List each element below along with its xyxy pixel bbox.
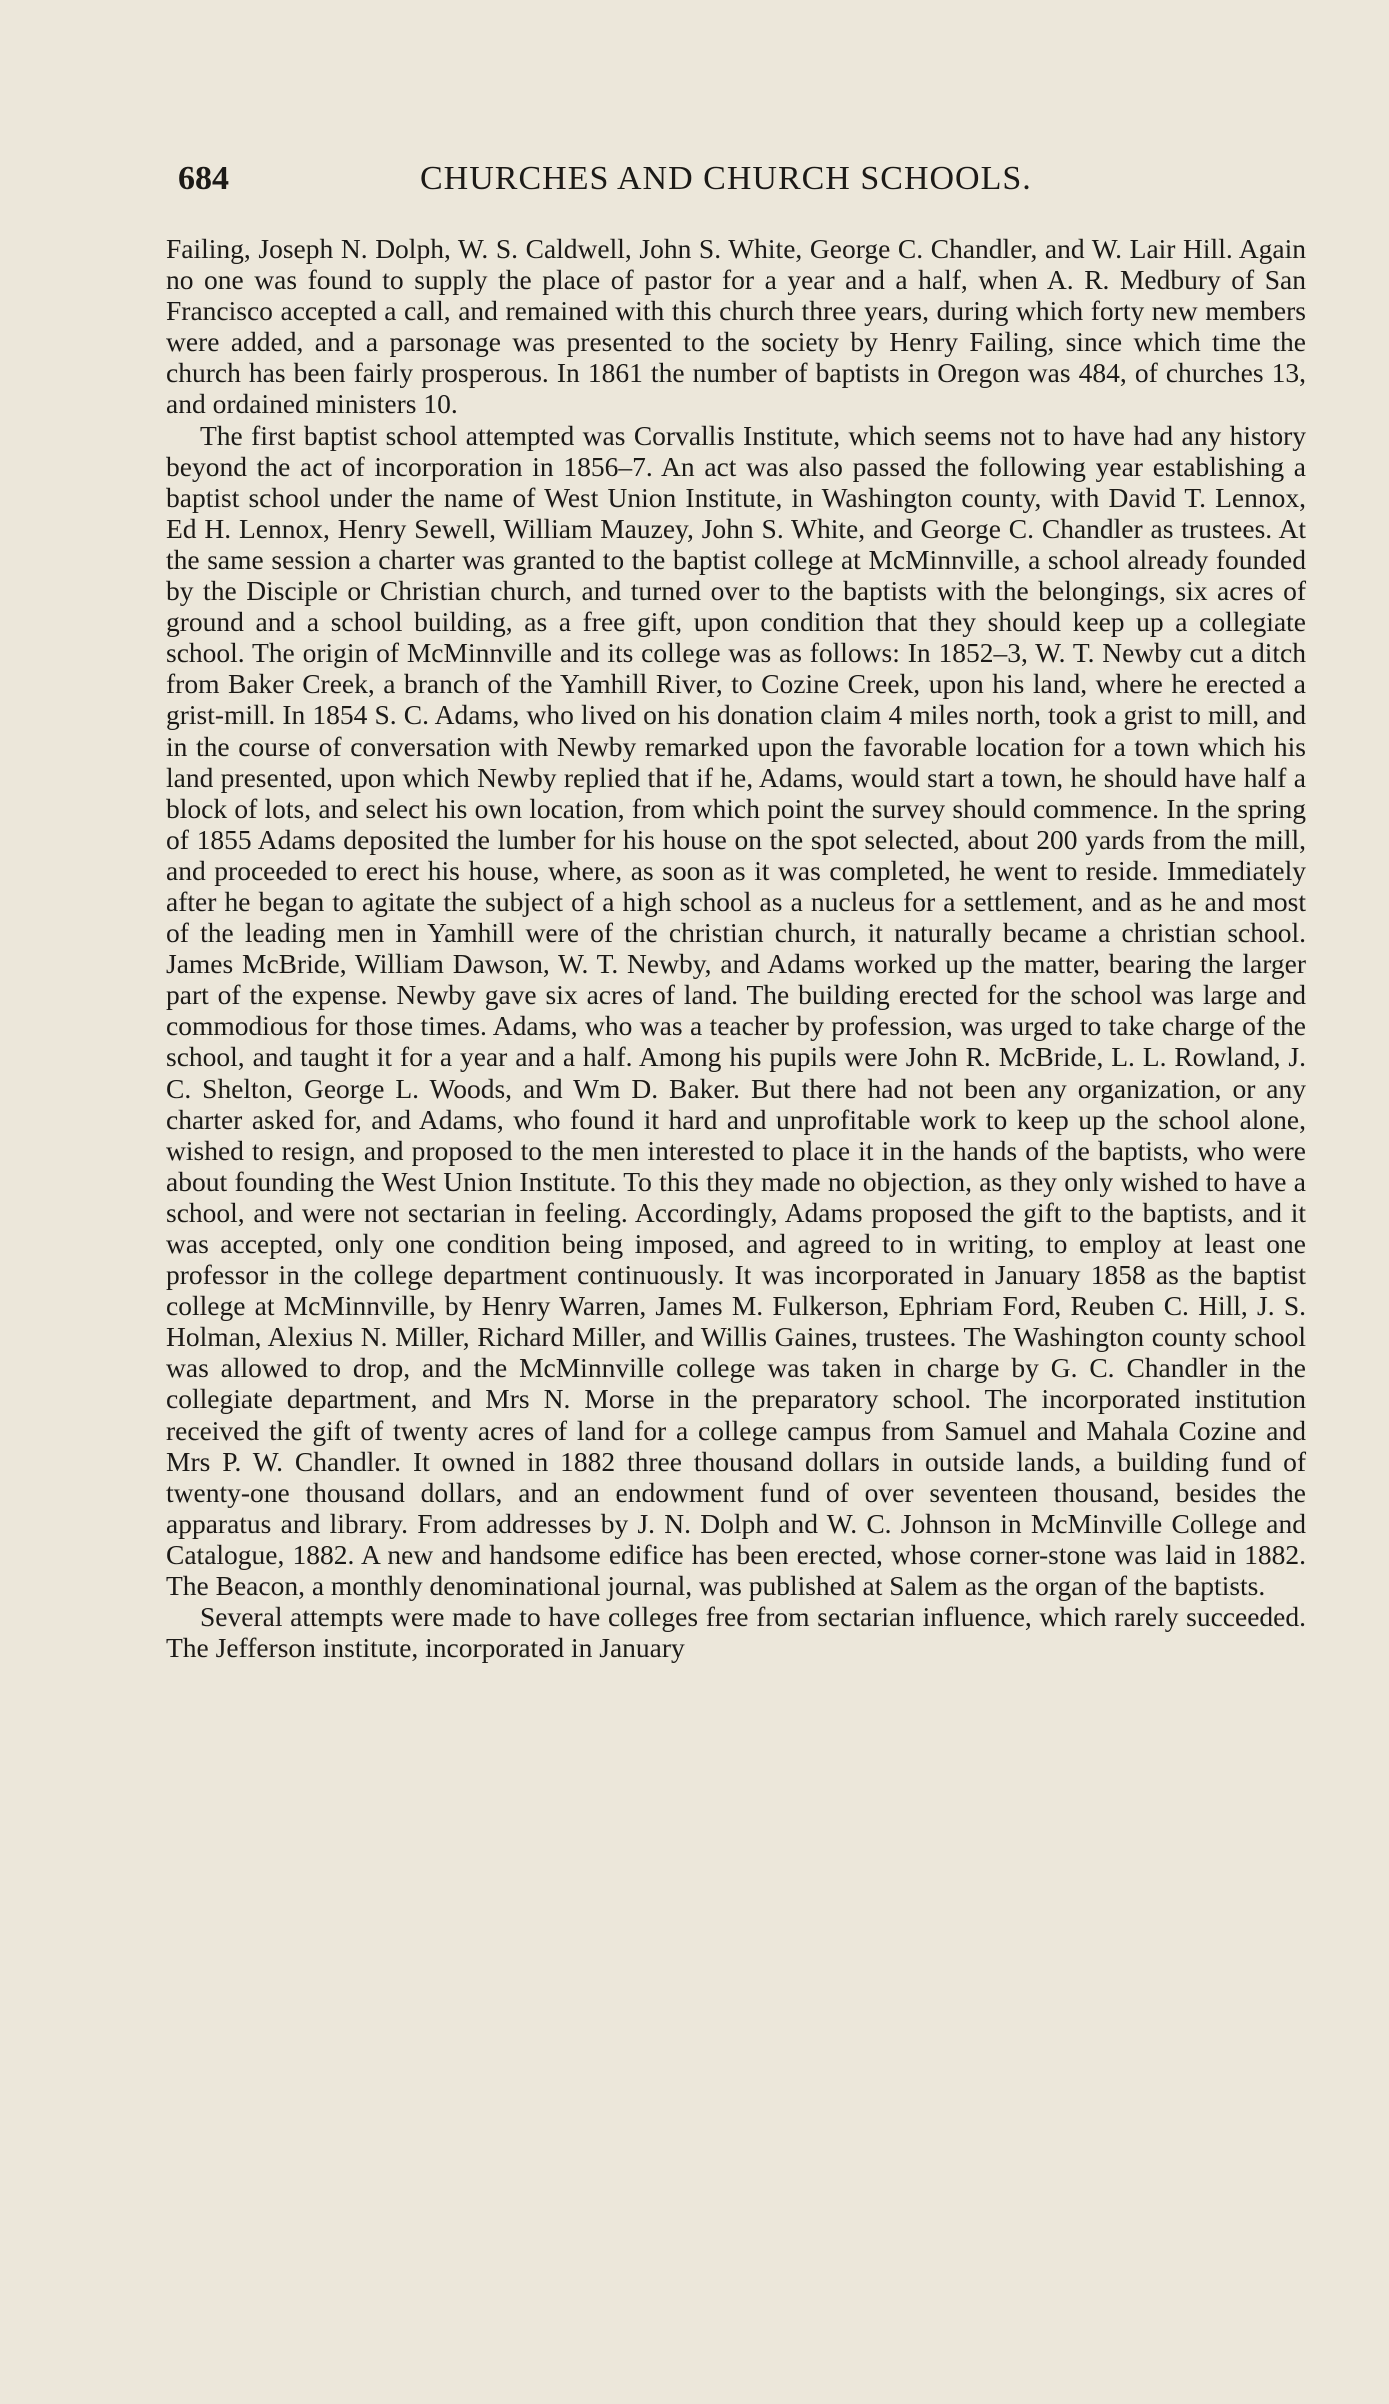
paragraph-baptist-schools: The first baptist school attempted was Corvallis Institute, which seems not to have had any history beyond the act of incorporation in 1856–7. An act was also passed the following year establishing a baptist school under the name of West Union Institute, in Washington county, with David T. Lennox, Ed H. Lennox, Henry Sewell, William Mauzey, John S. White, and George C. Chandler as trustees. At the same session a charter was granted to the baptist college at McMinnville, a school already founded by the Disciple or Christian church, and turned over to the baptists with the belongings, six acres of ground and a school building, as a free gift, upon condition that they should keep up a collegiate school. The origin of McMinnville and its college was as follows: In 1852–3, W. T. Newby cut a ditch from Baker Creek, a branch of the Yamhill River, to Cozine Creek, upon his land, where he erected a grist-mill. In 1854 S. C. Adams, who lived on his donation claim 4 miles north, took a grist to mill, and in the course of conversation with Newby remarked upon the favorable location for a town which his land presented, upon which Newby replied that if he, Adams, would start a town, he should have half a block of lots, and select his own location, from which point the survey should commence. In the spring of 1855 Adams deposited the lumber for his house on the spot selected, about 200 yards from the mill, and proceeded to erect his house, where, as soon as it was completed, he went to reside. Immediately after he began to agitate the subject of a high school as a nucleus for a settlement, and as he and most of the leading men in Yamhill were of the christian church, it naturally became a christian school. James McBride, William Dawson, W. T. Newby, and Adams worked up the matter, bearing the larger part of the expense. Newby gave six acres of land. The building erected for the school was large and commodious for those times. Adams, who was a teacher by profession, was urged to take charge of the school, and taught it for a year and a half. Among his pupils were John R. McBride, L. L. Rowland, J. C. Shelton, George L. Woods, and Wm D. Baker. But there had not been any organization, or any charter asked for, and Adams, who found it hard and unprofitable work to keep up the school alone, wished to resign, and proposed to the men interested to place it in the hands of the baptists, who were about founding the West Union Institute. To this they made no objection, as they only wished to have a school, and were not sectarian in feeling. Accordingly, Adams proposed the gift to the baptists, and it was accepted, only one condition being imposed, and agreed to in writing, to employ at least one professor in the college department continuously. It was incorporated in January 1858 as the baptist college at McMinnville, by Henry Warren, James M. Fulkerson, Ephriam Ford, Reuben C. Hill, J. S. Holman, Alexius N. Miller, Richard Miller, and Willis Gaines, trustees. The Washington county school was allowed to drop, and the McMinnville college was taken in charge by G. C. Chandler in the collegiate department, and Mrs N. Morse in the preparatory school. The incorporated institution received the gift of twenty acres of land for a college campus from Samuel and Mahala Cozine and Mrs P. W. Chandler. It owned in 1882 three thousand dollars in outside lands, a building fund of twenty-one thousand dollars, and an endowment fund of over seventeen thousand, besides the apparatus and library. From addresses by J. N. Dolph and W. C. Johnson in McMinville College and Catalogue, 1882. A new and handsome edifice has been erected, whose corner-stone was laid in 1882. The Beacon, a monthly denominational journal, was published at Salem as the organ of the baptists. xyxy=(166,419,1306,1602)
body-text xyxy=(166,233,1306,1663)
paragraph-continuation: Failing, Joseph N. Dolph, W. S. Caldwell, John S. White, George C. Chandler, and W. Lair Hill. Again no one was found to supply the place of pastor for a year and a half, when A. R. Medbury of San Francisco accepted a call, and remained with this church three years, during which forty new members were added, and a parsonage was presented to the society by Henry Failing, since which time the church has been fairly prosperous. In 1861 the number of baptists in Oregon was 484, of churches 13, and ordained ministers 10. xyxy=(166,233,1306,420)
running-title: CHURCHES AND CHURCH SCHOOLS. xyxy=(420,160,1032,197)
page-header xyxy=(178,160,1188,210)
paragraph-nonsectarian-colleges: Several attempts were made to have colleges free from sectarian influence, which rarely succeeded. The Jefferson institute, incorporated in January xyxy=(166,1601,1306,1664)
page-number: 684 xyxy=(178,160,229,197)
